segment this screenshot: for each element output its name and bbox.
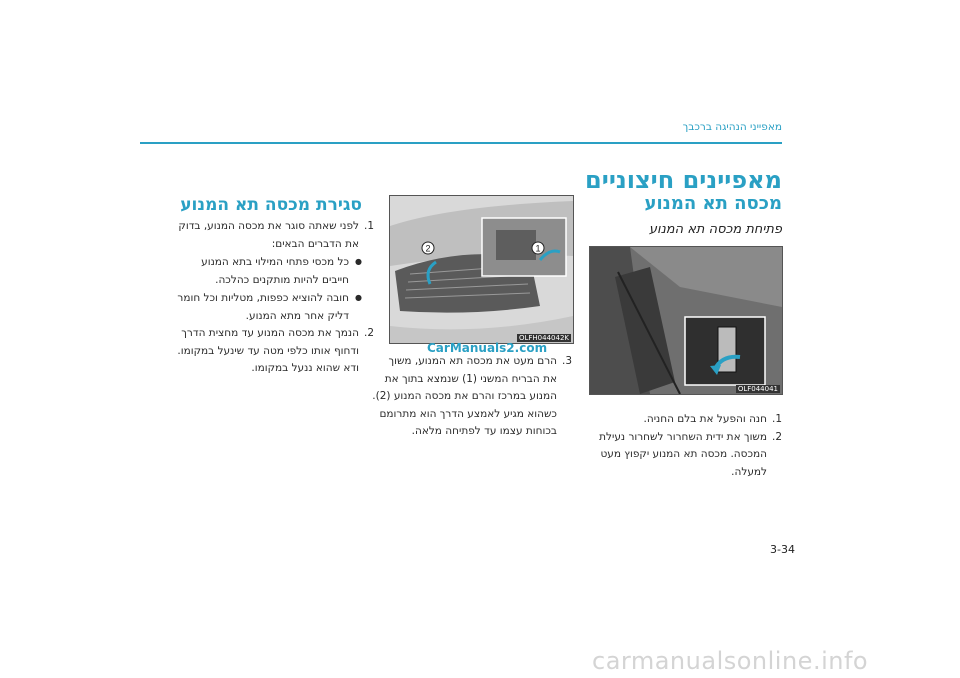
bullet-text-continued: דליק אחר מתא המנוע. — [245, 309, 349, 322]
bullet-text: כל מכסי פתחי המילוי בתא המנוע — [201, 256, 349, 268]
step-text-continued: למעלה. — [731, 465, 767, 478]
step-2 — [159, 325, 374, 343]
instructions-left — [159, 218, 374, 378]
bullet-icon: ● — [355, 257, 362, 266]
bullet-item — [159, 289, 374, 308]
hood-latch-photo — [389, 195, 574, 344]
step-text-continued: המכסה. מכסה תא המנוע יקפוץ מעט — [600, 448, 767, 460]
hood-latch-illustration — [390, 196, 573, 343]
instructions-right — [582, 411, 782, 481]
closing-hood-title: סגירת מכסה תא המנוע — [180, 195, 362, 215]
figure-caption: OLFH044042K — [518, 334, 569, 342]
footer-watermark: carmanualsonline.info — [592, 647, 869, 675]
step-text: משוך את ידית השחרור לשחרור נעילת — [599, 430, 767, 443]
hood-release-photo — [589, 246, 783, 395]
step-text-continued: המנוע במרכז והרם את מכסה המנוע (2). — [372, 390, 557, 402]
step-1 — [582, 411, 782, 429]
figure-caption: OLF044041 — [737, 385, 778, 393]
step-1 — [159, 218, 374, 236]
step-text-continued: בכוחות עצמו עד לפתיחה מלאה. — [411, 425, 557, 437]
bullet-text-continued: חייבים להיות מותקנים כהלכה. — [215, 273, 349, 286]
step-text-continued: את הבריח המשני (1) שנמצא בתוך את — [384, 372, 557, 385]
section-title: מכסה תא המנוע — [644, 193, 782, 214]
step-3 — [362, 353, 572, 371]
bullet-item — [159, 253, 374, 272]
site-watermark: CarManuals2.com — [427, 341, 548, 355]
step-text-continued: ודא שהוא ננעל במקומו. — [251, 362, 359, 374]
step-number: 2. — [363, 327, 374, 339]
page-number: 3-34 — [770, 543, 795, 556]
subsection-title: פתיחת מכסה תא המנוע — [648, 222, 782, 237]
page-title: מאפיינים חיצוניים — [585, 166, 782, 194]
header-divider — [140, 142, 782, 144]
step-text: הרם מעט את מכסה תא המנוע, משוך — [388, 355, 557, 367]
step-2 — [582, 429, 782, 447]
callout-1: 1 — [535, 243, 541, 254]
bullet-text: חובה להוציא כפפות, מטליות וכל חומר — [177, 292, 349, 304]
step-text-continued: כשהוא מגיע לאמצע הדרך הוא מתרומם — [379, 407, 557, 420]
step-number: 1. — [771, 413, 782, 425]
hood-release-illustration — [590, 247, 782, 394]
step-text: חנה והפעל את בלם החניה. — [643, 413, 767, 425]
step-text-continued: את הדברים הבאים: — [271, 237, 359, 250]
callout-2: 2 — [425, 243, 431, 254]
step-number: 1. — [363, 220, 374, 232]
section-header: מאפייני הנהיגה ברכבך — [682, 121, 782, 133]
step-text-continued: ודחוף אותו כלפי מטה עד שינעל במקומו. — [177, 344, 359, 357]
step-text: לפני שאתה סוגר את מכסה המנוע, בדוק — [178, 220, 359, 232]
step-text: הנמך את מכסה המנוע עד מחצית הדרך — [181, 327, 359, 339]
step-number: 3. — [561, 355, 572, 367]
bullet-icon: ● — [355, 293, 362, 302]
instructions-middle — [362, 353, 572, 441]
step-number: 2. — [771, 430, 782, 443]
